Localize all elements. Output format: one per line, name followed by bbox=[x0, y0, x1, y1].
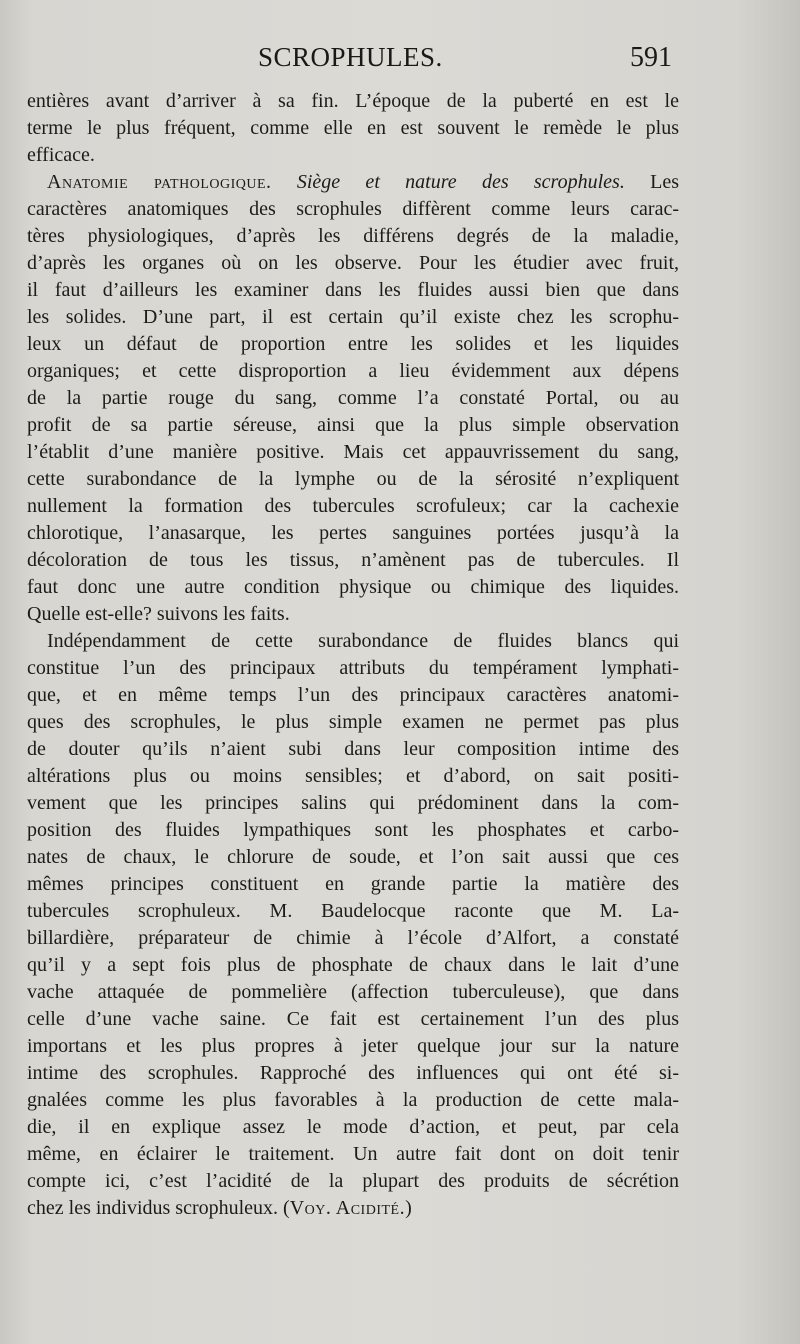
text-line: que, et en même temps l’un des principaux caractères anatomi- bbox=[27, 684, 679, 706]
text-line: nates de chaux, le chlorure de soude, et l’on sait aussi que ces bbox=[27, 846, 679, 868]
text-line-final bbox=[27, 1195, 679, 1222]
text-line: ques des scrophules, le plus simple examen ne permet pas plus bbox=[27, 711, 679, 733]
paragraph-conclusion bbox=[27, 88, 679, 169]
text-line: vement que les principes salins qui prédominent dans la com- bbox=[27, 792, 679, 814]
text-line: efficace. bbox=[27, 144, 95, 166]
text-line: même, en éclairer le traitement. Un autre fait dont on doit tenir bbox=[27, 1143, 679, 1165]
text-line: terme le plus fréquent, comme elle en est souvent le remède le plus bbox=[27, 117, 679, 139]
text-line: profit de sa partie séreuse, ainsi que la plus simple observation bbox=[27, 414, 679, 436]
text-line: de la partie rouge du sang, comme l’a constaté Portal, ou au bbox=[27, 387, 679, 409]
page-header bbox=[0, 40, 800, 80]
running-title: SCROPHULES. bbox=[258, 42, 443, 72]
text-line: tubercules scrophuleux. M. Baudelocque raconte que M. La- bbox=[27, 900, 679, 922]
text-line: Indépendamment de cette surabondance de fluides blancs qui bbox=[47, 630, 679, 652]
section-subheading: Siège et nature des scrophules. bbox=[296, 171, 625, 193]
text-line: constitue l’un des principaux attributs du tempérament lymphati- bbox=[27, 657, 679, 679]
text-line: il faut d’ailleurs les examiner dans les fluides aussi bien que dans bbox=[27, 279, 679, 301]
section-heading-line bbox=[27, 169, 679, 196]
text-line: entières avant d’arriver à sa fin. L’époque de la puberté en est le bbox=[27, 90, 679, 112]
text-line: d’après les organes où on les observe. Pour les étudier avec fruit, bbox=[27, 252, 679, 274]
text-line: faut donc une autre condition physique ou chimique des liquides. bbox=[27, 576, 679, 598]
text-line: décoloration de tous les tissus, n’amènent pas de tubercules. Il bbox=[27, 549, 679, 571]
section-heading: Anatomie pathologique. bbox=[47, 171, 272, 193]
text-line: gnalées comme les plus favorables à la production de cette mala- bbox=[27, 1089, 679, 1111]
text-line: les solides. D’une part, il est certain qu’il existe chez les scrophu- bbox=[27, 306, 679, 328]
text-line: intime des scrophules. Rapproché des influences qui ont été si- bbox=[27, 1062, 679, 1084]
text-line: chlorotique, l’anasarque, les pertes sanguines portées jusqu’à la bbox=[27, 522, 679, 544]
text-line: vache attaquée de pommelière (affection tuberculeuse), que dans bbox=[27, 981, 679, 1003]
cross-reference: Voy. Acidité. bbox=[289, 1197, 406, 1219]
text-line: caractères anatomiques des scrophules diffèrent comme leurs carac- bbox=[27, 198, 679, 220]
text-line: die, il en explique assez le mode d’action, et peut, par cela bbox=[27, 1116, 679, 1138]
text-line: tères physiologiques, d’après les différens degrés de la maladie, bbox=[27, 225, 679, 247]
page-number: 591 bbox=[630, 42, 672, 73]
text-line: altérations plus ou moins sensibles; et d’abord, on sait positi- bbox=[27, 765, 679, 787]
text-line: organiques; et cette disproportion a lieu évidemment aux dépens bbox=[27, 360, 679, 382]
text-line: de douter qu’ils n’aient subi dans leur composition intime des bbox=[27, 738, 679, 760]
text-fragment: ) bbox=[405, 1197, 412, 1219]
paragraph-independamment bbox=[27, 628, 679, 1222]
text-line: leux un défaut de proportion entre les solides et les liquides bbox=[27, 333, 679, 355]
body-text bbox=[27, 88, 679, 1222]
text-line: l’établit d’une manière positive. Mais cet appauvrissement du sang, bbox=[27, 441, 679, 463]
text-fragment: chez les individus scrophuleux. ( bbox=[27, 1197, 290, 1219]
text-fragment: Les bbox=[650, 171, 679, 193]
text-line: Quelle est-elle? suivons les faits. bbox=[27, 603, 290, 625]
text-line: compte ici, c’est l’acidité de la plupart des produits de sécrétion bbox=[27, 1170, 679, 1192]
text-line: billardière, préparateur de chimie à l’école d’Alfort, a constaté bbox=[27, 927, 679, 949]
text-line: importans et les plus propres à jeter quelque jour sur la nature bbox=[27, 1035, 679, 1057]
text-line: celle d’une vache saine. Ce fait est certainement l’un des plus bbox=[27, 1008, 679, 1030]
text-line: position des fluides lympathiques sont les phosphates et carbo- bbox=[27, 819, 679, 841]
text-line: cette surabondance de la lymphe ou de la sérosité n’expliquent bbox=[27, 468, 679, 490]
text-line: qu’il y a sept fois plus de phosphate de chaux dans le lait d’une bbox=[27, 954, 679, 976]
text-line: nullement la formation des tubercules scrofuleux; car la cachexie bbox=[27, 495, 679, 517]
paragraph-anatomie bbox=[27, 169, 679, 628]
text-line: mêmes principes constituent en grande partie la matière des bbox=[27, 873, 679, 895]
